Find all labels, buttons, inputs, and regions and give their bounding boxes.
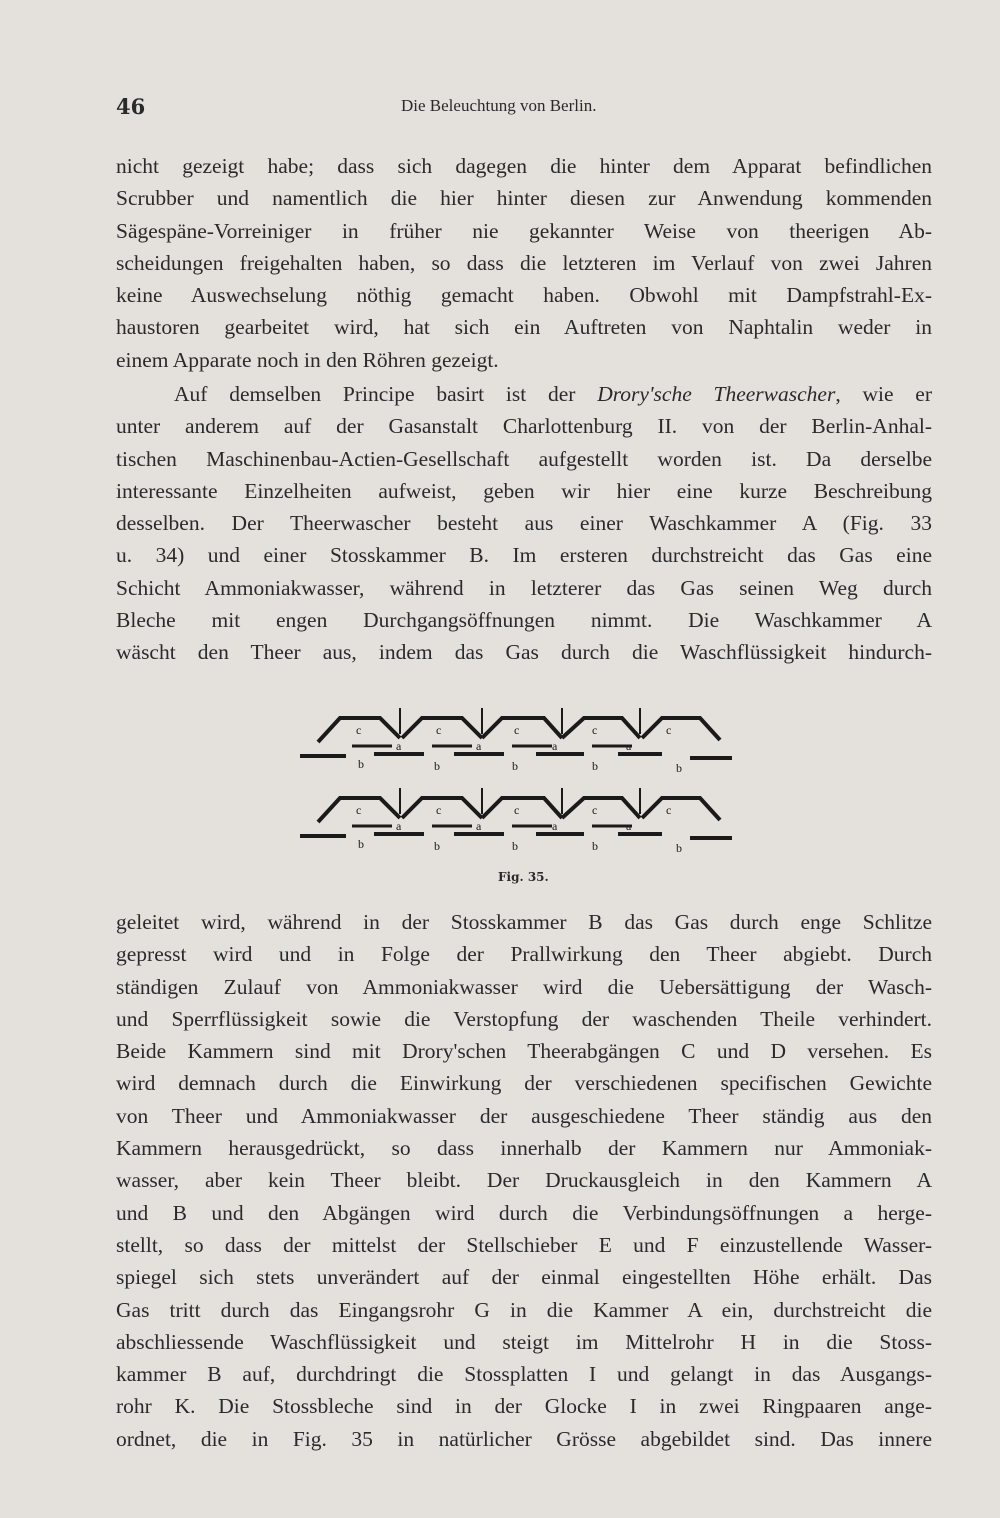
label-a: a bbox=[396, 739, 402, 753]
text-line: interessante Einzelheiten aufweist, geben wir hier eine kurze Beschreibung bbox=[116, 478, 932, 503]
figure-caption: Fig. 35. bbox=[498, 870, 549, 884]
text-span: , wie er bbox=[835, 382, 933, 406]
label-c: c bbox=[356, 803, 362, 817]
text-line: Kammern herausgedrückt, so dass innerhalb der Kammern nur Ammoniak- bbox=[116, 1136, 932, 1161]
text-line: geleitet wird, während in der Stosskammer B das Gas durch enge Schlitze bbox=[116, 910, 932, 934]
label-a: a bbox=[552, 819, 558, 833]
text-line: desselben. Der Theerwascher besteht aus einer Waschkammer A (Fig. 33 bbox=[116, 511, 932, 536]
label-b: b bbox=[358, 837, 364, 851]
label-c: c bbox=[666, 723, 672, 737]
text-line: keine Auswechselung nöthig gemacht haben. Obwohl mit Dampfstrahl-Ex- bbox=[116, 283, 932, 308]
label-a: a bbox=[396, 819, 402, 833]
hood-c bbox=[402, 718, 482, 738]
text-line: ständigen Zulauf von Ammoniakwasser wird die Uebersättigung der Wasch- bbox=[116, 974, 932, 999]
text-line: Schicht Ammoniakwasser, während in letzterer das Gas seinen Weg durch bbox=[116, 575, 932, 600]
label-a: a bbox=[626, 819, 632, 833]
text-line bbox=[116, 378, 932, 410]
text-line: u. 34) und einer Stosskammer B. Im ersteren durchstreicht das Gas eine bbox=[116, 543, 932, 568]
text-line: unter anderem auf der Gasanstalt Charlottenburg II. von der Berlin-Anhal- bbox=[116, 414, 932, 439]
label-c: c bbox=[592, 723, 598, 737]
text-line: stellt, so dass der mittelst der Stellschieber E und F einzustellende Wasser- bbox=[116, 1232, 932, 1257]
label-c: c bbox=[666, 803, 672, 817]
hood-c bbox=[642, 718, 720, 740]
label-b: b bbox=[358, 757, 364, 771]
text-line: haustoren gearbeitet wird, hat sich ein Auftreten von Naphtalin weder in bbox=[116, 315, 932, 340]
label-b: b bbox=[592, 759, 598, 773]
label-b: b bbox=[592, 839, 598, 853]
text-line: Bleche mit engen Durchgangsöffnungen nimmt. Die Waschkammer A bbox=[116, 608, 932, 633]
text-span: Auf demselben Principe basirt ist der bbox=[174, 382, 598, 406]
text-line: rohr K. Die Stossbleche sind in der Glocke I in zwei Ringpaaren ange- bbox=[116, 1394, 932, 1419]
label-c: c bbox=[356, 723, 362, 737]
text-line: tischen Maschinenbau-Actien-Gesellschaft aufgestellt worden ist. Da derselbe bbox=[116, 446, 932, 471]
label-a: a bbox=[626, 739, 632, 753]
label-b: b bbox=[512, 759, 518, 773]
label-b: b bbox=[434, 759, 440, 773]
text-line: kammer B auf, durchdringt die Stossplatten I und gelangt in das Ausgangs- bbox=[116, 1362, 932, 1387]
text-line: gepresst wird und in Folge der Prallwirkung den Theer abgiebt. Durch bbox=[116, 942, 932, 967]
text-line: Sägespäne-Vorreiniger in früher nie gekannter Weise von theerigen Ab- bbox=[116, 218, 932, 243]
figure-35-diagram bbox=[296, 700, 742, 892]
text-line: wasser, aber kein Theer bleibt. Der Druckausgleich in den Kammern A bbox=[116, 1168, 932, 1193]
label-a: a bbox=[476, 739, 482, 753]
text-line: wäscht den Theer aus, indem das Gas durch die Waschflüssigkeit hindurch- bbox=[116, 640, 932, 665]
label-a: a bbox=[476, 819, 482, 833]
text-line: Gas tritt durch das Eingangsrohr G in die Kammer A ein, durchstreicht die bbox=[116, 1297, 932, 1322]
label-c: c bbox=[436, 803, 442, 817]
label-b: b bbox=[512, 839, 518, 853]
text-line: nicht gezeigt habe; dass sich dagegen die hinter dem Apparat befindlichen bbox=[116, 154, 932, 178]
text-line: Beide Kammern sind mit Drory'schen Theerabgängen C und D versehen. Es bbox=[116, 1039, 932, 1064]
italic-term: Drory'sche Theerwascher bbox=[597, 382, 836, 406]
running-title: Die Beleuchtung von Berlin. bbox=[401, 96, 597, 115]
label-b: b bbox=[676, 841, 682, 855]
label-c: c bbox=[514, 723, 520, 737]
text-line: und B und den Abgängen wird durch die Verbindungsöffnungen a herge- bbox=[116, 1200, 932, 1225]
text-line: wird demnach durch die Einwirkung der verschiedenen specifischen Gewichte bbox=[116, 1071, 932, 1096]
top-paragraph bbox=[116, 150, 932, 376]
hood-c bbox=[562, 718, 640, 738]
text-line: von Theer und Ammoniakwasser der ausgeschiedene Theer ständig aus den bbox=[116, 1103, 932, 1128]
text-line: und Sperrflüssigkeit sowie die Verstopfung der waschenden Theile verhindert. bbox=[116, 1006, 932, 1031]
label-c: c bbox=[436, 723, 442, 737]
label-a: a bbox=[552, 739, 558, 753]
hood-c bbox=[482, 718, 562, 738]
page-number: 46 bbox=[116, 94, 146, 119]
text-line: abschliessende Waschflüssigkeit und steigt im Mittelrohr H in die Stoss- bbox=[116, 1329, 932, 1354]
text-line: einem Apparate noch in den Röhren gezeigt. bbox=[116, 347, 499, 372]
label-b: b bbox=[434, 839, 440, 853]
text-line: Scrubber und namentlich die hier hinter diesen zur Anwendung kommenden bbox=[116, 186, 932, 211]
label-b: b bbox=[676, 761, 682, 775]
label-c: c bbox=[514, 803, 520, 817]
page-header bbox=[116, 94, 932, 124]
bottom-paragraph bbox=[116, 906, 932, 1455]
text-line: scheidungen freigehalten haben, so dass die letzteren im Verlauf von zwei Jahren bbox=[116, 250, 932, 275]
second-paragraph bbox=[116, 378, 932, 669]
label-c: c bbox=[592, 803, 598, 817]
text-line: ordnet, die in Fig. 35 in natürlicher Grösse abgebildet sind. Das innere bbox=[116, 1426, 932, 1451]
text-line: spiegel sich stets unverändert auf der einmal eingestellten Höhe erhält. Das bbox=[116, 1265, 932, 1290]
